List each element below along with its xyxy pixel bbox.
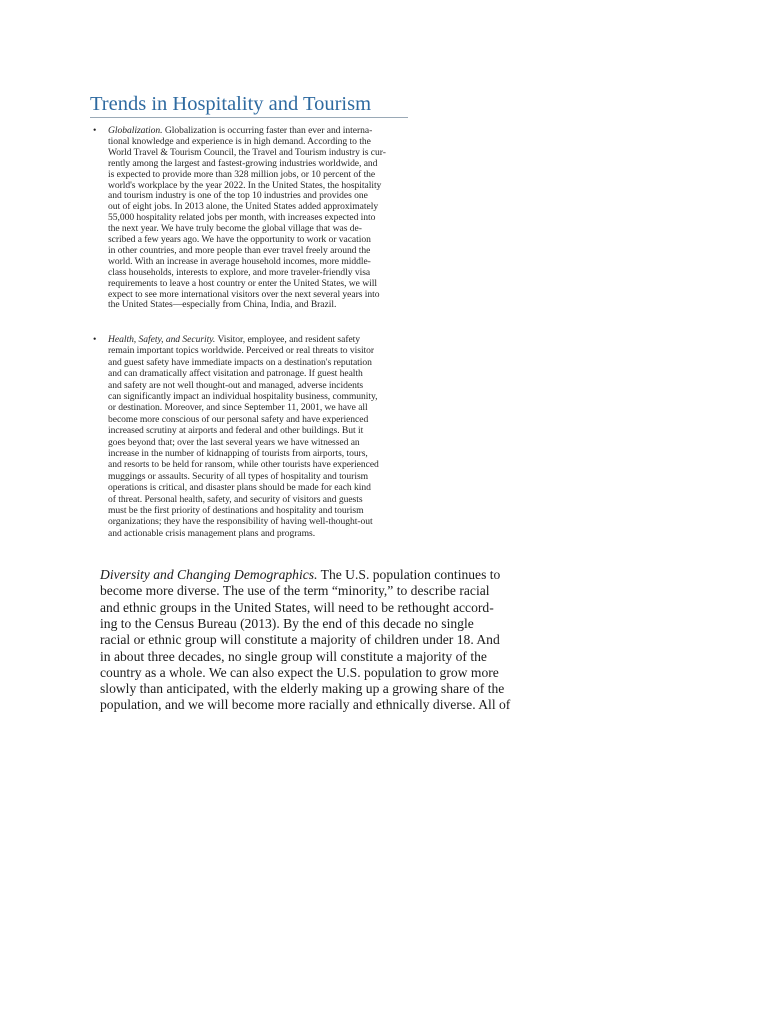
section-title: Trends in Hospitality and Tourism — [90, 93, 372, 115]
line-text: and can dramatically affect visitation and patronage. If guest health — [108, 368, 363, 380]
title-underline — [90, 117, 408, 118]
line-text: requirements to leave a host country or enter the United States, we will — [108, 277, 377, 289]
line-text: muggings or assaults. Security of all types of hospitality and tourism — [108, 470, 369, 482]
line-text: the next year. We have truly become the global village that was de- — [108, 223, 362, 235]
line-text: and tourism industry is one of the top 10 industries and provides one — [108, 190, 368, 202]
line-text: ing to the Census Bureau (2013). By the end of this decade no single — [100, 615, 474, 631]
line-text: in other countries, and more people than ever travel freely around the — [108, 244, 371, 256]
text-line — [108, 495, 363, 506]
line-text: become more conscious of our personal safety and have experienced — [108, 413, 369, 425]
text-line — [100, 583, 490, 599]
line-text: remain important topics worldwide. Perceived or real threats to visitor — [108, 345, 375, 357]
line-text: and resorts to be held for ransom, while other tourists have experienced — [108, 459, 379, 471]
line-text: or destination. Moreover, and since September 11, 2001, we have all — [108, 402, 368, 414]
line-text: tional knowledge and experience is in high demand. According to the — [108, 135, 371, 147]
text-line — [100, 665, 499, 681]
line-text: the United States—especially from China, India, and Brazil. — [108, 299, 337, 311]
line-text: must be the first priority of destinations and hospitality and tourism — [108, 505, 364, 516]
line-text: slowly than anticipated, with the elderly making up a growing share of the — [100, 681, 505, 697]
line-text: and safety are not well thought-out and managed, adverse incidents — [108, 379, 364, 391]
text-line — [108, 426, 363, 437]
text-line — [108, 403, 368, 414]
line-text: World Travel & Tourism Council, the Travel and Tourism industry is cur- — [108, 146, 386, 158]
bullet-marker: • — [93, 335, 97, 345]
line-text: out of eight jobs. In 2013 alone, the United States added approximately — [108, 201, 379, 213]
line-text: The U.S. population continues to — [317, 567, 501, 582]
text-line — [108, 300, 336, 311]
line-text: country as a whole. We can also expect the U.S. population to grow more — [100, 664, 499, 680]
lead-in: Health, Safety, and Security. — [108, 334, 216, 345]
text-line — [108, 381, 363, 392]
line-text: of threat. Personal health, safety, and security of visitors and guests — [108, 493, 363, 505]
text-line — [108, 358, 372, 369]
text-line — [108, 346, 374, 357]
text-line — [108, 483, 371, 494]
text-line — [108, 506, 364, 517]
text-line — [100, 632, 500, 648]
bullet-marker: • — [93, 126, 97, 136]
text-line — [108, 369, 363, 380]
line-text: increased scrutiny at airports and federal and other buildings. But it — [108, 425, 364, 437]
line-text: goes beyond that; over the last several years we have witnessed an — [108, 436, 360, 448]
text-line — [100, 681, 504, 697]
line-text: scribed a few years ago. We have the opportunity to work or vacation — [108, 234, 371, 245]
line-text: can significantly impact an individual hospitality business, community, — [108, 391, 378, 402]
text-line — [108, 335, 360, 346]
text-line — [108, 438, 360, 449]
line-text: Globalization is occurring faster than ever and interna- — [162, 125, 373, 136]
text-line — [100, 600, 494, 616]
line-text: become more diverse. The use of the term “minority,” to describe racial — [100, 583, 490, 599]
line-text: and guest safety have immediate impacts on a destination's reputation — [108, 356, 372, 368]
line-text: increase in the number of kidnapping of tourists from airports, tours, — [108, 448, 368, 459]
line-text: 55,000 hospitality related jobs per month, with increases expected into — [108, 212, 376, 224]
text-line — [100, 567, 500, 583]
text-line — [108, 529, 315, 540]
line-text: expect to see more international visitors over the next several years into — [108, 288, 380, 300]
line-text: organizations; they have the responsibility of having well-thought-out — [108, 516, 373, 528]
text-line — [108, 415, 368, 426]
line-text: and actionable crisis management plans and programs. — [108, 527, 316, 539]
text-line — [108, 472, 368, 483]
line-text: world. With an increase in average household incomes, more middle- — [108, 255, 371, 267]
line-text: rently among the largest and fastest-growing industries worldwide, and — [108, 157, 378, 169]
line-text: operations is critical, and disaster plans should be made for each kind — [108, 482, 371, 494]
text-line — [108, 460, 379, 471]
text-line — [108, 517, 373, 528]
text-line — [100, 649, 487, 665]
line-text: world's workplace by the year 2022. In the United States, the hospitality — [108, 179, 382, 191]
text-line — [100, 616, 474, 632]
line-text: class households, interests to explore, and more traveler-friendly visa — [108, 266, 371, 278]
line-text: Visitor, employee, and resident safety — [215, 334, 361, 345]
lead-in: Globalization. — [108, 125, 163, 136]
line-text: racial or ethnic group will constitute a majority of children under 18. And — [100, 632, 500, 648]
text-line — [108, 392, 377, 403]
line-text: and ethnic groups in the United States, will need to be rethought accord- — [100, 599, 494, 615]
line-text: population, and we will become more racially and ethnically diverse. All of — [100, 697, 511, 713]
line-text: in about three decades, no single group will constitute a majority of the — [100, 648, 487, 664]
text-line — [100, 697, 510, 713]
text-line — [108, 449, 368, 460]
line-text: is expected to provide more than 328 million jobs, or 10 percent of the — [108, 168, 376, 180]
lead-in: Diversity and Changing Demographics. — [100, 567, 318, 582]
